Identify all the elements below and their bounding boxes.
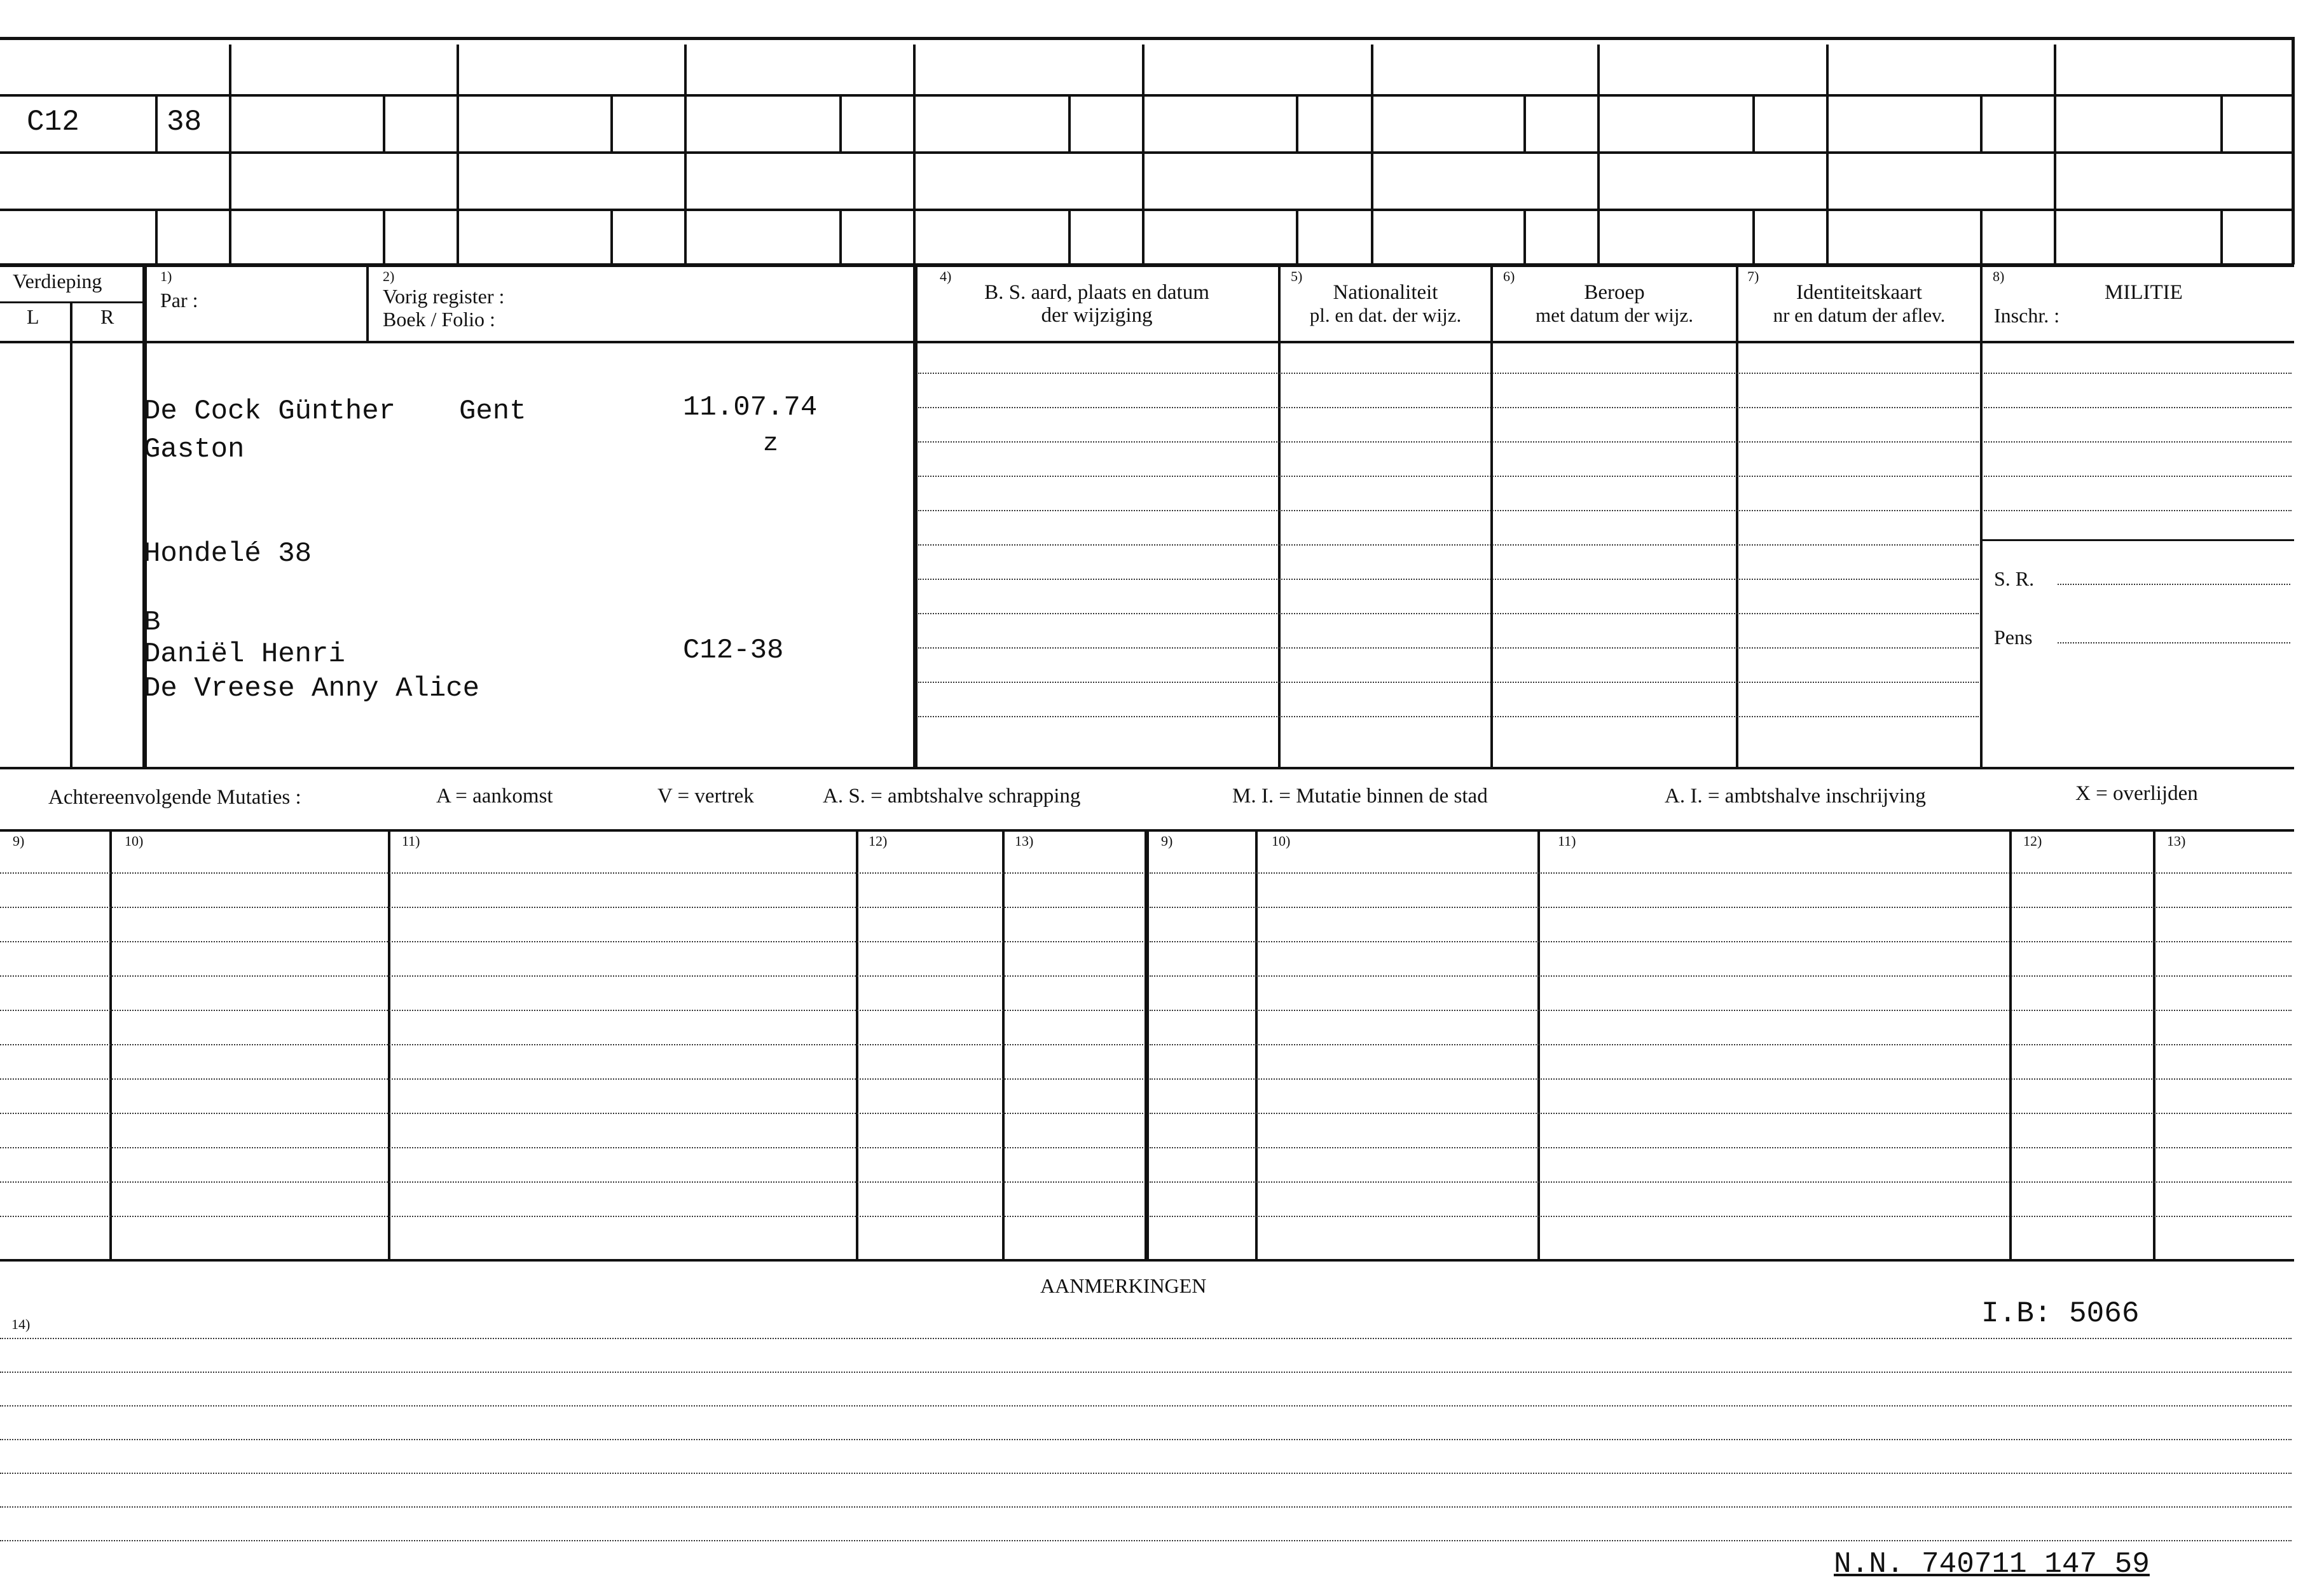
mut-col-11-b: 11): [1558, 833, 1576, 849]
mut-col-divider: [109, 830, 112, 1260]
dotted-rule: [918, 544, 1979, 546]
pens-label: Pens: [1994, 626, 2033, 649]
dotted-rule: [1984, 373, 2292, 374]
sub-divider: [839, 97, 842, 151]
field-number-8: 8): [1993, 268, 2005, 284]
mut-col-divider: [1255, 830, 1258, 1260]
mut-col-divider: [1002, 830, 1005, 1260]
par-label: Par :: [160, 289, 198, 312]
record-birthplace: Gent: [459, 396, 526, 427]
sr-dotted-field: [2058, 584, 2290, 585]
dotted-rule: [918, 682, 1979, 683]
mut-col-divider: [1537, 830, 1540, 1260]
dotted-rule: [0, 1473, 2292, 1474]
record-sex-mark: z: [763, 430, 779, 458]
mut-col-11: 11): [402, 833, 420, 849]
dotted-rule: [0, 1372, 2292, 1373]
vorig-divider: [366, 266, 369, 342]
dotted-rule: [1150, 1216, 2292, 1217]
dotted-rule: [0, 1181, 1143, 1183]
legend-a: A = aankomst: [436, 785, 553, 808]
dotted-rule: [0, 1113, 1143, 1114]
dotted-rule: [1984, 476, 2292, 477]
sub-divider: [383, 211, 385, 265]
mut-col-divider: [388, 830, 390, 1260]
dotted-rule: [1150, 1147, 2292, 1148]
dotted-rule: [918, 613, 1979, 614]
vorig-register-label: Vorig register :: [383, 285, 505, 308]
mut-center-divider: [1145, 830, 1149, 1260]
sub-divider: [2220, 211, 2223, 265]
dotted-rule: [918, 510, 1979, 511]
house-number: 38: [167, 106, 202, 139]
top-grid-line: [0, 94, 2294, 97]
dotted-rule: [918, 716, 1979, 717]
record-mark-b: B: [144, 607, 161, 638]
beroep-header-line1: Beroep: [1584, 281, 1645, 304]
record-father: Daniël Henri: [144, 638, 345, 670]
mut-col-12-b: 12): [2023, 833, 2042, 849]
dotted-rule: [1150, 941, 2292, 942]
dotted-rule: [0, 1044, 1143, 1045]
dotted-rule: [0, 1338, 2292, 1339]
mut-col-12: 12): [869, 833, 888, 849]
verdieping-label: Verdieping: [13, 270, 102, 292]
upper-block-bottom: [0, 767, 2294, 769]
top-col-divider: [1597, 45, 1600, 265]
top-col-divider: [2054, 45, 2056, 265]
mut-col-10-b: 10): [1272, 833, 1291, 849]
mut-col-10: 10): [125, 833, 144, 849]
bs-header-line1: B. S. aard, plaats en datum: [984, 281, 1209, 304]
lr-divider: [70, 303, 72, 767]
militie-separator: [1983, 539, 2294, 541]
dotted-rule: [1150, 1044, 2292, 1045]
dotted-rule: [1150, 1078, 2292, 1080]
field-number-5: 5): [1291, 268, 1303, 284]
legend-mi: M. I. = Mutatie binnen de stad: [1232, 785, 1488, 808]
record-birthdate: 11.07.74: [683, 392, 818, 423]
sub-divider: [155, 211, 158, 265]
col-r-label: R: [100, 305, 114, 328]
dotted-rule: [1150, 975, 2292, 977]
pens-dotted-field: [2058, 642, 2290, 643]
field-number-1: 1): [160, 268, 172, 284]
sub-divider: [1752, 211, 1755, 265]
sub-divider: [1296, 211, 1298, 265]
dotted-rule: [918, 407, 1979, 408]
top-right-edge: [2292, 37, 2295, 265]
top-grid-line: [0, 209, 2294, 211]
sub-divider: [2220, 97, 2223, 151]
sub-divider: [1523, 211, 1526, 265]
bs-left-border: [913, 266, 918, 768]
top-col-divider: [229, 45, 231, 265]
dotted-rule: [1984, 407, 2292, 408]
dotted-rule: [1150, 872, 2292, 874]
sub-divider: [1752, 97, 1755, 151]
mut-col-9-b: 9): [1161, 833, 1173, 849]
dotted-rule: [1984, 441, 2292, 443]
dotted-rule: [0, 941, 1143, 942]
mut-col-13-b: 13): [2167, 833, 2186, 849]
sub-divider: [1068, 97, 1071, 151]
sub-divider: [1523, 97, 1526, 151]
record-firstname: Gaston: [144, 434, 245, 465]
sub-divider: [1068, 211, 1071, 265]
dotted-rule: [0, 1078, 1143, 1080]
id-header-line2: nr en datum der aflev.: [1773, 304, 1946, 326]
boek-folio-label: Boek / Folio :: [383, 308, 495, 331]
dotted-rule: [918, 476, 1979, 477]
top-grid-line: [0, 151, 2294, 154]
header-bottom-line: [0, 341, 2294, 343]
ib-number: I.B: 5066: [1981, 1297, 2140, 1330]
remarks-title: AANMERKINGEN: [1040, 1274, 1207, 1297]
sub-divider: [610, 211, 613, 265]
sub-divider: [155, 97, 158, 151]
legend-as: A. S. = ambtshalve schrapping: [823, 785, 1081, 808]
id-header-line1: Identiteitskaart: [1796, 281, 1922, 304]
dotted-rule: [0, 1216, 1143, 1217]
nat-header-line1: Nationaliteit: [1333, 281, 1438, 304]
sub-divider: [383, 97, 385, 151]
dotted-rule: [0, 872, 1143, 874]
inschr-label: Inschr. :: [1994, 304, 2060, 327]
legend-v: V = vertrek: [657, 785, 754, 808]
legend-x: X = overlijden: [2075, 782, 2198, 805]
dotted-rule: [0, 1540, 2292, 1541]
record-name: De Cock Günther: [144, 396, 396, 427]
lr-divider-line: [0, 301, 145, 303]
sr-label: S. R.: [1994, 567, 2035, 590]
mut-col-13: 13): [1015, 833, 1034, 849]
dotted-rule: [918, 579, 1979, 580]
dotted-rule: [1984, 510, 2292, 511]
dotted-rule: [0, 975, 1143, 977]
bs-header-line2: der wijziging: [1041, 304, 1153, 327]
legend-ai: A. I. = ambtshalve inschrijving: [1665, 785, 1926, 808]
sub-divider: [839, 211, 842, 265]
top-col-divider: [684, 45, 687, 265]
dotted-rule: [1150, 907, 2292, 908]
beroep-left-border: [1490, 266, 1493, 768]
sub-divider: [1296, 97, 1298, 151]
field-number-6: 6): [1503, 268, 1515, 284]
top-col-divider: [457, 45, 459, 265]
field-number-2: 2): [383, 268, 395, 284]
dotted-rule: [1150, 1181, 2292, 1183]
id-left-border: [1736, 266, 1738, 768]
record-mother: De Vreese Anny Alice: [144, 673, 480, 705]
legend-title: Achtereenvolgende Mutaties :: [48, 786, 301, 809]
dotted-rule: [0, 1439, 2292, 1440]
dotted-rule: [1150, 1113, 2292, 1114]
top-col-divider: [1826, 45, 1829, 265]
dotted-rule: [0, 1147, 1143, 1148]
dotted-rule: [918, 647, 1979, 649]
mut-col-divider: [2153, 830, 2155, 1260]
dotted-rule: [0, 1010, 1143, 1011]
dotted-rule: [0, 1405, 2292, 1407]
mut-col-divider: [856, 830, 858, 1260]
militie-left-border: [1980, 266, 1983, 768]
section-code: C12: [27, 106, 79, 139]
record-address: Hondelé 38: [144, 538, 312, 570]
sub-divider: [610, 97, 613, 151]
mut-col-9: 9): [13, 833, 25, 849]
national-number: N.N. 740711 147 59: [1834, 1548, 2150, 1581]
dotted-rule: [0, 907, 1143, 908]
col-l-label: L: [27, 305, 39, 328]
remarks-number: 14): [11, 1316, 31, 1332]
militie-label: MILITIE: [2105, 281, 2183, 304]
dotted-rule: [1150, 1010, 2292, 1011]
top-col-divider: [913, 45, 916, 265]
field-number-4: 4): [940, 268, 952, 284]
top-border: [0, 37, 2294, 40]
sub-divider: [1980, 97, 1983, 151]
beroep-header-line2: met datum der wijz.: [1536, 304, 1693, 326]
nat-left-border: [1278, 266, 1281, 768]
dotted-rule: [918, 373, 1979, 374]
field-number-7: 7): [1747, 268, 1759, 284]
dotted-rule: [0, 1506, 2292, 1508]
top-grid-bottom: [0, 263, 2294, 267]
dotted-rule: [918, 441, 1979, 443]
top-col-divider: [1142, 45, 1145, 265]
top-col-divider: [1371, 45, 1373, 265]
record-code: C12-38: [683, 635, 784, 666]
mut-col-divider: [2009, 830, 2012, 1260]
nat-header-line2: pl. en dat. der wijz.: [1309, 304, 1462, 326]
sub-divider: [1980, 211, 1983, 265]
